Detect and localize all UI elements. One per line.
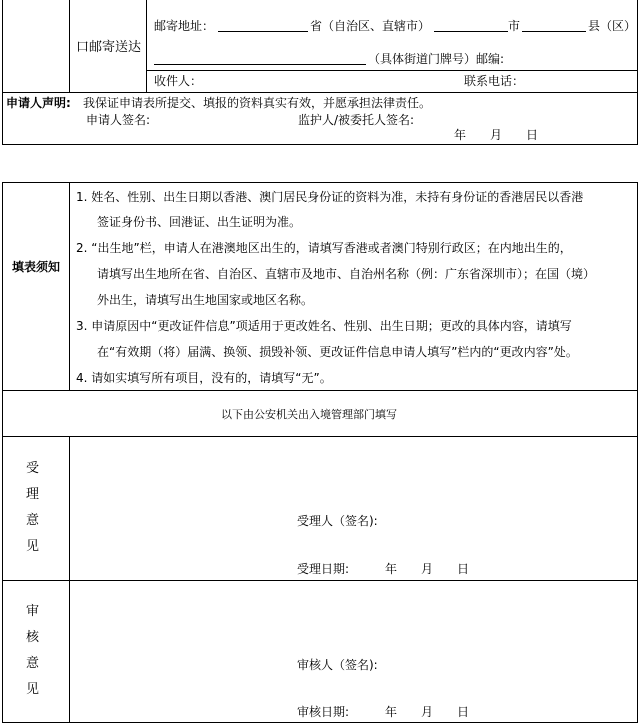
instructions-col-divider — [69, 182, 70, 390]
province-field[interactable] — [218, 31, 308, 32]
top-table-left-border — [2, 0, 3, 92]
declaration-title: 申请人声明: — [6, 96, 71, 110]
instruction-line: 在“有效期（将）届满、换领、损毁补领、更改证件信息申请人填写”栏内的“更改内容”处。 — [97, 345, 578, 359]
delivery-col-divider-1 — [69, 0, 70, 92]
instruction-line: 外出生，请填写出生地国家或地区名称。 — [97, 293, 314, 307]
acceptance-date: 受理日期: 年 月 日 — [297, 562, 470, 576]
address-label: 邮寄地址： — [154, 19, 215, 33]
bottom-table-right-border — [637, 182, 638, 723]
instruction-line: 3. 申请原因中“更改证件信息”项适用于更改姓名、性别、出生日期；更改的具体内容，请填写 — [76, 319, 572, 333]
review-top — [2, 580, 638, 581]
delivery-col-divider-2 — [146, 0, 147, 92]
acceptance-label-char: 意 — [26, 513, 40, 528]
acceptance-label-char: 理 — [26, 487, 40, 502]
bottom-table-left-border — [2, 182, 3, 723]
city-field[interactable] — [434, 31, 508, 32]
province-label: 省（自治区、直辖市） — [310, 19, 431, 33]
county-field[interactable] — [522, 31, 586, 32]
declaration-date: 年 月 日 — [454, 128, 539, 142]
acceptance-label-char: 受 — [26, 461, 40, 476]
instruction-line: 4. 请如实填写所有项目，没有的，请填写“无”。 — [76, 371, 332, 385]
instruction-line: 请填写出生地所在省、自治区、直辖市及地市、自治州名称（例：广东省深圳市）；在国（境） — [97, 267, 596, 281]
instructions-title: 填表须知 — [12, 260, 61, 274]
declaration-text: 我保证申请表所提交、填报的资料真实有效，并愿承担法律责任。 — [83, 96, 432, 110]
recipient-row-top — [146, 70, 638, 71]
top-table-left-lower — [2, 92, 3, 145]
acceptance-label-char: 见 — [26, 539, 40, 554]
guardian-signature-label: 监护人/被委托人签名: — [298, 113, 415, 127]
review-label-char: 审 — [26, 604, 40, 619]
instruction-line: 1. 姓名、性别、出生日期以香港、澳门居民身份证的资料为准，未持有身份证的香港居民以香港 — [76, 190, 584, 204]
street-label: （具体街道门牌号）邮编: — [368, 52, 505, 66]
review-signer: 审核人（签名): — [297, 658, 378, 672]
phone-label: 联系电话： — [464, 74, 525, 88]
mail-delivery-option[interactable]: 口邮寄送达 — [76, 40, 142, 55]
street-field[interactable] — [154, 64, 366, 65]
review-label-char: 见 — [26, 682, 40, 697]
bottom-table-top — [2, 182, 638, 183]
applicant-signature-label: 申请人签名: — [86, 113, 151, 127]
county-label: 县（区） — [588, 19, 637, 33]
instruction-line: 2. “出生地”栏，申请人在港澳地区出生的，请填写香港或者澳门特别行政区；在内地出生的， — [76, 241, 572, 255]
office-header-top — [2, 390, 638, 391]
acceptance-signer: 受理人（签名): — [297, 514, 378, 528]
office-use-header: 以下由公安机关出入境管理部门填写 — [221, 408, 397, 421]
bottom-table-bottom — [2, 722, 638, 723]
declaration-top — [2, 92, 638, 93]
acceptance-top — [2, 436, 638, 437]
review-date: 审核日期: 年 月 日 — [297, 705, 470, 719]
top-table-right-lower — [637, 92, 638, 145]
city-label: 市 — [508, 19, 521, 33]
recipient-label: 收件人： — [154, 74, 203, 88]
review-label-char: 意 — [26, 656, 40, 671]
review-label-char: 核 — [26, 630, 40, 645]
top-table-bottom — [2, 144, 638, 145]
instruction-line: 签证身份书、回港证、出生证明为准。 — [97, 215, 302, 229]
top-table-right-border — [637, 0, 638, 92]
